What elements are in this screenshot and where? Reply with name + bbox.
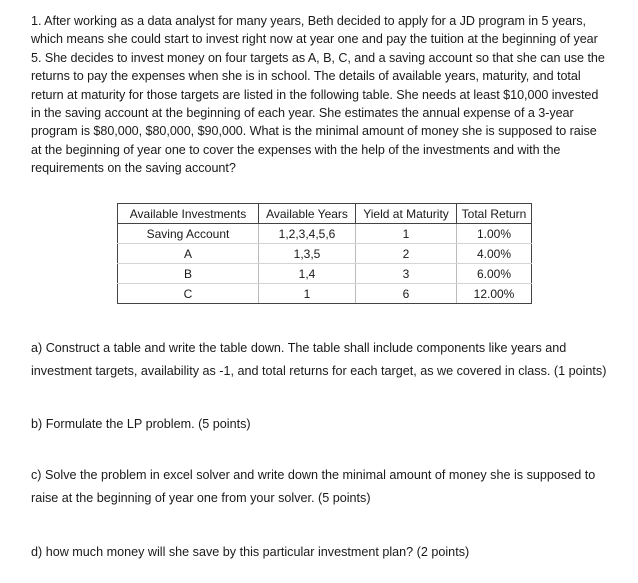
cell-return: 12.00% (457, 284, 532, 304)
cell-years: 1,2,3,4,5,6 (259, 224, 356, 244)
question-b (31, 413, 631, 436)
problem-line: which means she could start to invest right now at year one and pay the tuition at the beginning of year (31, 32, 598, 47)
question-c-line: raise at the beginning of year one from your solver. (5 points) (31, 491, 371, 505)
problem-line: return at maturity for those targets are listed in the following table. She needs at least $10,000 invested (31, 87, 599, 102)
cell-years: 1 (259, 284, 356, 304)
table-row (118, 224, 532, 244)
problem-line: requirements on the saving account? (31, 161, 236, 176)
cell-investment: B (118, 264, 259, 284)
header-total-return: Total Return (457, 204, 532, 224)
question-b-line: b) Formulate the LP problem. (5 points) (31, 417, 251, 431)
cell-investment: A (118, 244, 259, 264)
cell-yield: 1 (356, 224, 457, 244)
header-yield-at-maturity: Yield at Maturity (356, 204, 457, 224)
problem-line: 1. After working as a data analyst for many years, Beth decided to apply for a JD program in 5 years, (31, 14, 586, 28)
header-available-years: Available Years (259, 204, 356, 224)
cell-years: 1,3,5 (259, 244, 356, 264)
header-available-investments: Available Investments (118, 204, 259, 224)
problem-line: in the saving account at the beginning of each year. She estimates the annual expense of a 3-year (31, 106, 574, 121)
question-c-line: c) Solve the problem in excel solver and write down the minimal amount of money she is supposed to (31, 468, 596, 482)
question-d-line: d) how much money will she save by this particular investment plan? (2 points) (31, 545, 470, 559)
question-a (31, 337, 631, 383)
table-header-row (118, 204, 532, 224)
cell-return: 6.00% (457, 264, 532, 284)
problem-line: returns to pay the expenses when she is in school. The details of available years, maturity, and total (31, 69, 581, 84)
problem-line: at the beginning of year one to cover the expenses with the help of the investments and with the (31, 142, 561, 157)
problem-line: 5. She decides to invest money on four targets as A, B, C, and a saving account so that she can use the (31, 50, 605, 65)
cell-investment: Saving Account (118, 224, 259, 244)
question-a-line: investment targets, availability as -1, and total returns for each target, as we covered in class. (1 points) (31, 364, 607, 378)
cell-years: 1,4 (259, 264, 356, 284)
cell-return: 1.00% (457, 224, 532, 244)
table-row (118, 264, 532, 284)
question-d (31, 541, 631, 564)
cell-return: 4.00% (457, 244, 532, 264)
question-a-line: a) Construct a table and write the table down. The table shall include components like years and (31, 341, 567, 355)
investments-table (117, 203, 532, 304)
question-c (31, 464, 631, 510)
table-row (118, 244, 532, 264)
cell-investment: C (118, 284, 259, 304)
cell-yield: 6 (356, 284, 457, 304)
cell-yield: 2 (356, 244, 457, 264)
cell-yield: 3 (356, 264, 457, 284)
problem-line: program is $80,000, $80,000, $90,000. What is the minimal amount of money she is supposed to raise (31, 124, 597, 139)
table-row (118, 284, 532, 304)
problem-statement (31, 12, 631, 178)
